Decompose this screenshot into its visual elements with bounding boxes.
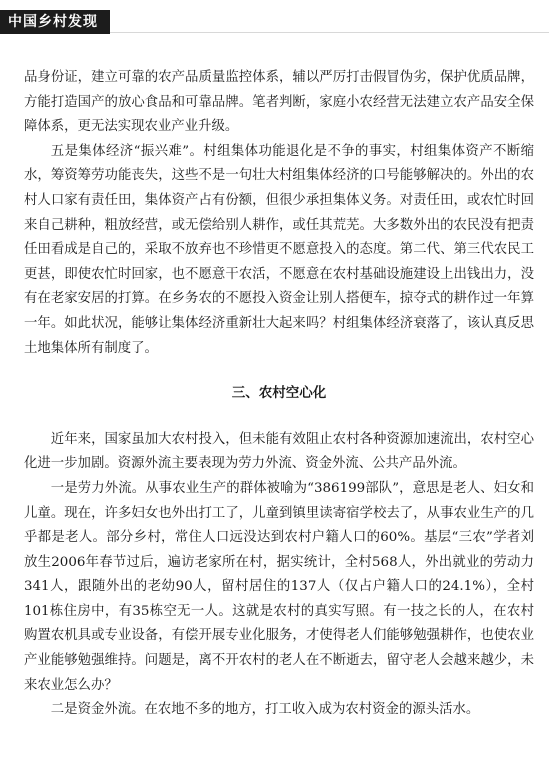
section-label: 中国乡村发现 xyxy=(0,10,110,34)
paragraph: 近年来，国家虽加大农村投入，但未能有效阻止农村各种资源加速流出，农村空心化进一步加剧。资源外流主要表现为劳力外流、资金外流、公共产品外流。 xyxy=(24,431,534,472)
paragraph: 一是劳力外流。从事农业生产的群体被喻为“386199部队”，意思是老人、妇女和儿童。现在，许多妇女也外出打工了，儿童到镇里读寄宿学校去了，从事农业生产的几乎都是老人。部分乡村，常住人口远没达到农村户籍人口的60%。基层“三农”学者刘放生2006年春节过后，遍访老家所在村，据实统计，全村568人，外出就业的劳动力341人，跟随外出的老幼90人，留村居住的137人（仅占户籍人口的24.1%），全村101栋住房中，有35栋空无一人。这就是农村的真实写照。有一技之长的人，在农村购置农机具或专业设备，有偿开展专业化服务，才使得老人们能够勉强耕作，也使农业产业能够勉强维持。问题是，离不开农村的老人在不断逝去，留守老人会越来越少，未来农业怎么办？ xyxy=(24,480,534,693)
section-heading: 三、农村空心化 xyxy=(231,385,327,402)
paragraph: 二是资金外流。在农地不多的地方，打工收入成为农村资金的源头活水。 xyxy=(50,702,480,718)
paragraph: 五是集体经济“振兴难”。村组集体功能退化是不争的事实，村组集体资产不断缩水，筹资筹劳功能丧失，这些不是一句壮大村组集体经济的口号能够解决的。外出的农村人口家有责任田，集体资产占有份额，但很少承担集体义务。对责任田，或农忙时回来自己耕种，粗放经营，或无偿给别人耕作，或任其荒芜。大多数外出的农民没有把责任田看成是自己的，采取不放弃也不珍惜更不愿意投入的态度。第二代、第三代农民工更甚，即使农忙时回家，也不愿意干农活，不愿意在农村基础设施建设上出钱出力，没有在老家安居的打算。在乡务农的不愿投入资金让别人搭便车，掠夺式的耕作过一年算一年。如此状况，能够让集体经济重新壮大起来吗？村组集体经济衰落了，该认真反思土地集体所有制度了。 xyxy=(24,143,534,356)
page-header xyxy=(0,0,549,33)
paragraph: 品身份证，建立可靠的农产品质量监控体系，辅以严厉打击假冒伪劣，保护优质品牌，方能打造国产的放心食品和可靠品牌。笔者判断，家庭小农经营无法建立农产品安全保障体系，更无法实现农业产业升级。 xyxy=(24,70,534,135)
article-body xyxy=(24,66,534,723)
